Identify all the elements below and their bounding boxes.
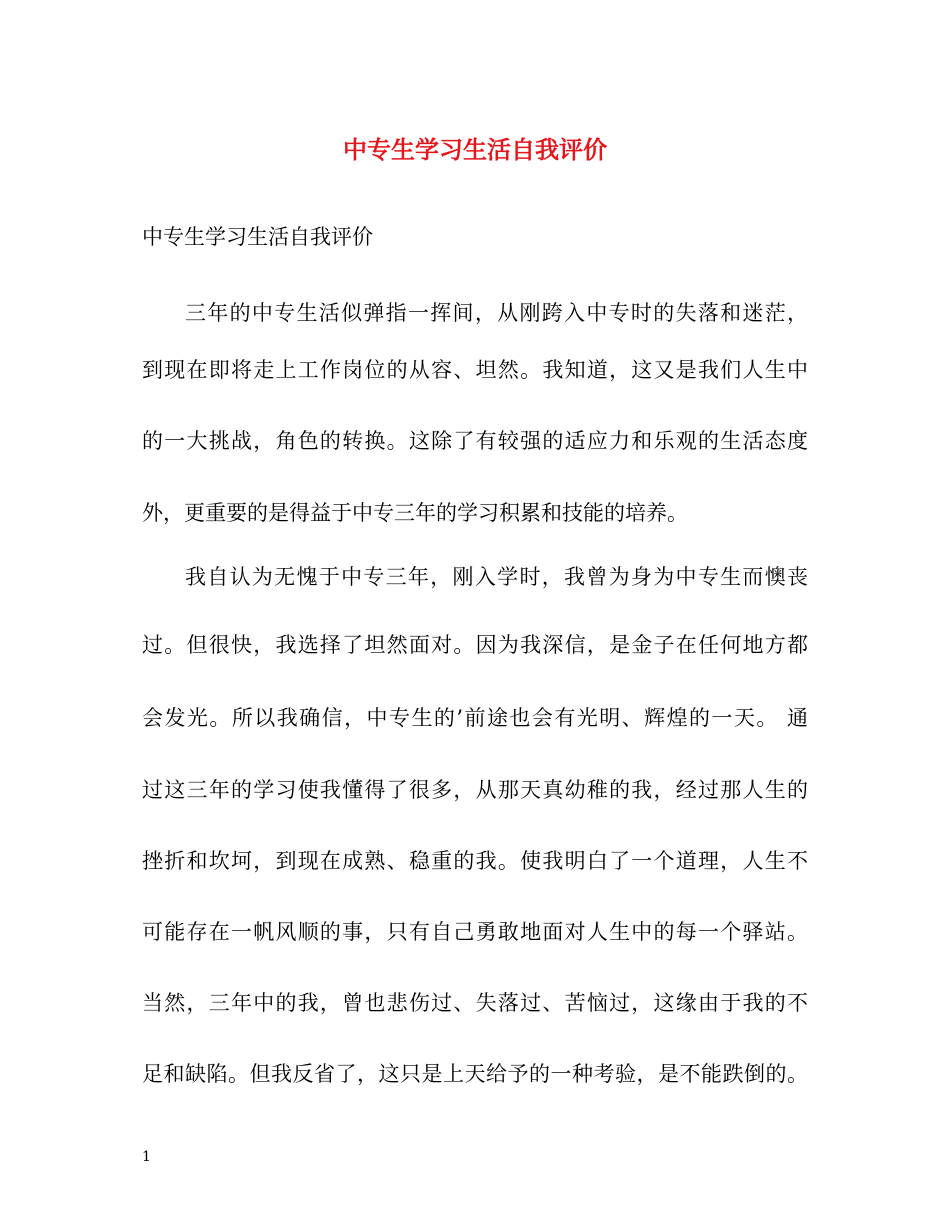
paragraph-2-line-4: 过这三年的学习使我懂得了很多，从那天真幼稚的我，经过那人生的 [142,778,808,802]
page-number: 1 [142,1149,151,1165]
paragraph-2-line-8: 足和缺陷。但我反省了，这只是上天给予的一种考验，是不能跌倒的。 [142,1062,808,1086]
paragraph-2-line-6: 可能存在一帆风顺的事，只有自己勇敢地面对人生中的每一个驿站。 [142,920,808,944]
document-subtitle: 中专生学习生活自我评价 [142,225,373,249]
paragraph-1-line-4: 外，更重要的是得益于中专三年的学习积累和技能的培养。 [142,501,688,525]
paragraph-2-line-3: 会发光。所以我确信，中专生的’前途也会有光明、辉煌的一天。 通 [142,706,808,730]
paragraph-2-line-5: 挫折和坎坷，到现在成熟、稳重的我。使我明白了一个道理，人生不 [142,849,808,873]
paragraph-2-line-2: 过。但很快，我选择了坦然面对。因为我深信，是金子在任何地方都 [142,633,808,657]
paragraph-2-line-7: 当然，三年中的我，曾也悲伤过、失落过、苦恼过，这缘由于我的不 [142,991,808,1015]
paragraph-1-line-2: 到现在即将走上工作岗位的从容、坦然。我知道，这又是我们人生中 [142,358,808,382]
paragraph-2-line-1: 我自认为无愧于中专三年，刚入学时，我曾为身为中专生而懊丧 [185,565,808,589]
paragraph-1-line-3: 的一大挑战，角色的转换。这除了有较强的适应力和乐观的生活态度 [142,429,808,453]
paragraph-1-line-1: 三年的中专生活似弹指一挥间，从刚跨入中专时的失落和迷茫， [185,301,808,325]
document-title: 中专生学习生活自我评价 [343,135,607,164]
